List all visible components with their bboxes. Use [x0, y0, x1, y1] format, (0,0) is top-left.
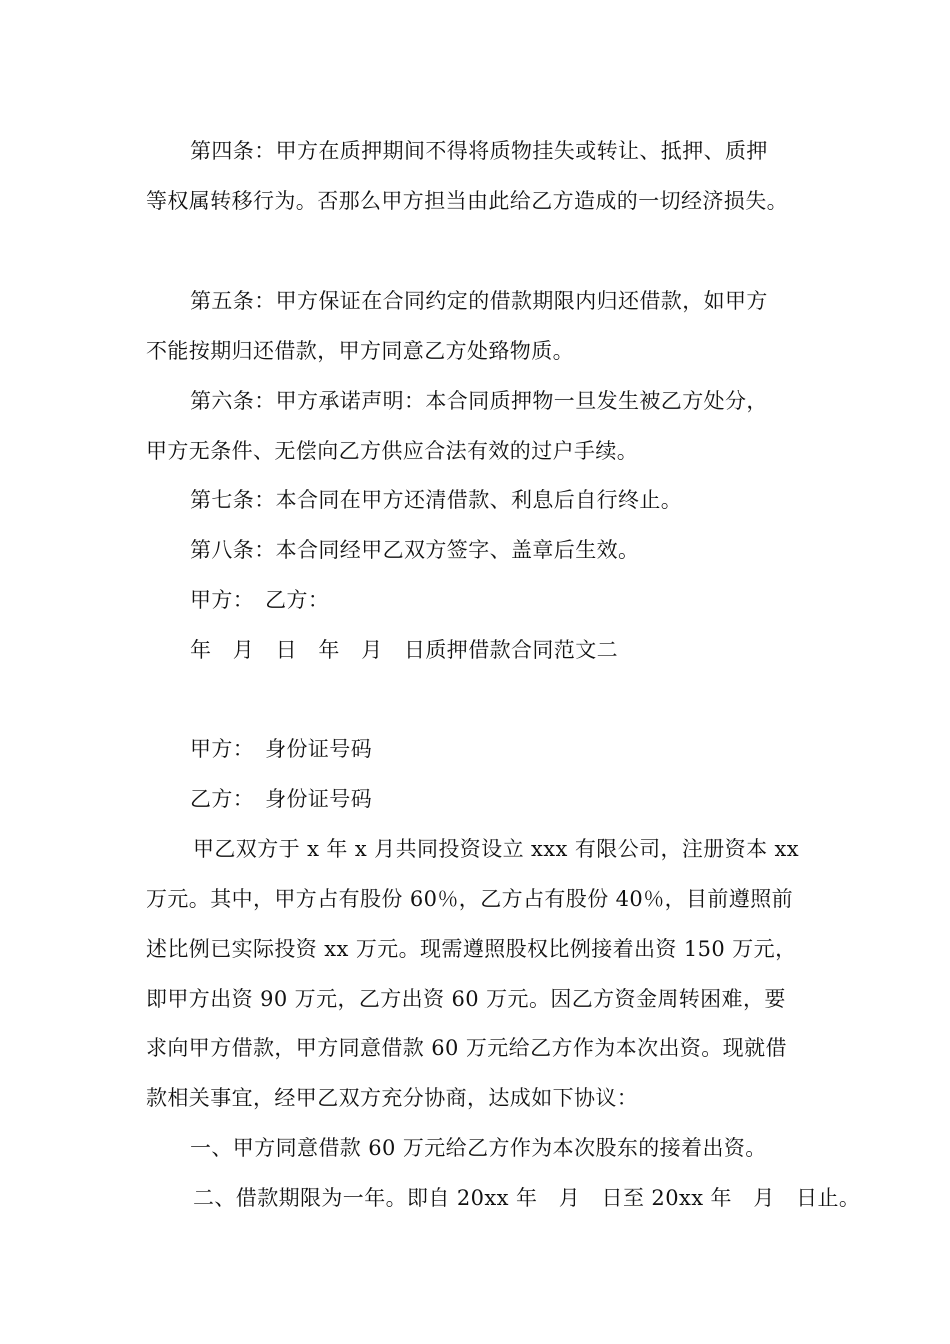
preamble-line-2: 万元。其中，甲方占有股份 60％，乙方占有股份 40％，目前遵照前 — [146, 887, 793, 911]
signature-parties-line: 甲方： 乙方： — [190, 588, 330, 612]
article-5-line-2: 不能按期归还借款，甲方同意乙方处臵物质。 — [146, 339, 574, 363]
date-and-heading-line: 年 月 日 年 月 日质押借款合同范文二 — [190, 638, 618, 662]
party-a-id-line: 甲方： 身份证号码 — [190, 737, 373, 761]
preamble-line-4: 即甲方出资 90 万元，乙方出资 60 万元。因乙方资金周转困难，要 — [146, 987, 786, 1011]
article-6-line-1: 第六条：甲方承诺声明：本合同质押物一旦发生被乙方处分， — [190, 389, 768, 413]
article-4-line-2: 等权属转移行为。否那么甲方担当由此给乙方造成的一切经济损失。 — [146, 189, 788, 213]
article-5-line-1: 第五条：甲方保证在合同约定的借款期限内归还借款，如甲方 — [190, 289, 768, 313]
preamble-line-5: 求向甲方借款，甲方同意借款 60 万元给乙方作为本次出资。现就借 — [146, 1036, 787, 1060]
article-7-line: 第七条：本合同在甲方还清借款、利息后自行终止。 — [190, 488, 683, 512]
clause-2-line: 二、借款期限为一年。即自 20xx 年 月 日至 20xx 年 月 日止。 — [193, 1186, 861, 1210]
preamble-line-6: 款相关事宜，经甲乙双方充分协商，达成如下协议： — [146, 1086, 639, 1110]
article-6-line-2: 甲方无条件、无偿向乙方供应合法有效的过户手续。 — [146, 439, 639, 463]
clause-1-line: 一、甲方同意借款 60 万元给乙方作为本次股东的接着出资。 — [190, 1136, 767, 1160]
preamble-line-1: 甲乙双方于 x 年 x 月共同投资设立 xxx 有限公司，注册资本 xx — [193, 837, 800, 861]
preamble-line-3: 述比例已实际投资 xx 万元。现需遵照股权比例接着出资 150 万元， — [146, 937, 797, 961]
article-8-line: 第八条：本合同经甲乙双方签字、盖章后生效。 — [190, 538, 640, 562]
party-b-id-line: 乙方： 身份证号码 — [190, 787, 373, 811]
article-4-line-1: 第四条：甲方在质押期间不得将质物挂失或转让、抵押、质押 — [190, 139, 768, 163]
